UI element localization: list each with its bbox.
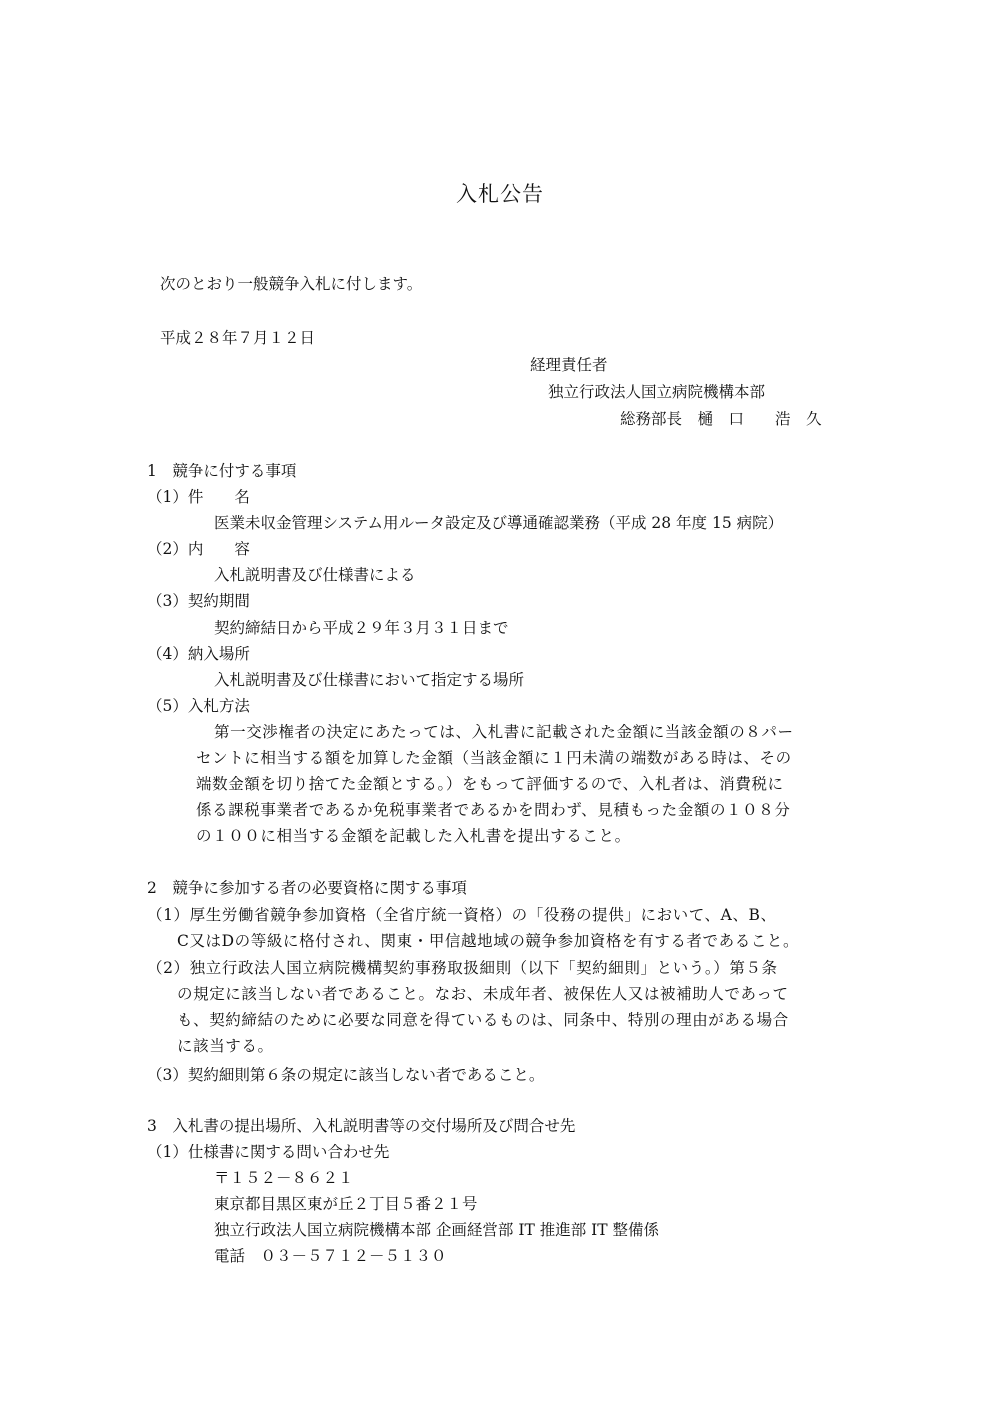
department: 独立行政法人国立病院機構本部 企画経営部 IT 推進部 IT 整備係 — [214, 1221, 660, 1239]
intro-text: 次のとおり一般競争入札に付します。 — [160, 275, 423, 293]
section1-item4-value: 入札説明書及び仕様書において指定する場所 — [214, 671, 525, 689]
section1-item1-value: 医業未収金管理システム用ルータ設定及び導通確認業務（平成 28 年度 15 病院） — [214, 514, 784, 532]
paragraph-line: （2）独立行政法人国立病院機構契約事務取扱細則（以下「契約細則」という。）第５条 — [147, 959, 778, 977]
section1-item4-label: （4）納入場所 — [147, 645, 250, 663]
section1-item2-label: （2）内 容 — [147, 540, 250, 558]
section1-item5-label: （5）入札方法 — [147, 697, 250, 715]
address: 東京都目黒区東が丘２丁目５番２１号 — [214, 1195, 478, 1213]
section1-item5-paragraph — [196, 719, 794, 849]
paragraph-line: の１００に相当する金額を記載した入札書を提出すること。 — [196, 827, 631, 845]
section1-item2-value: 入札説明書及び仕様書による — [214, 566, 416, 584]
paragraph-line: C又はDの等級に格付され、関東・甲信越地域の競争参加資格を有する者であること。 — [177, 932, 800, 950]
section1-item3-value: 契約締結日から平成２９年３月３１日まで — [214, 619, 509, 637]
document-title: 入札公告 — [456, 182, 544, 206]
section3-item1-label: （1）仕様書に関する問い合わせ先 — [147, 1143, 390, 1161]
section1-item1-label: （1）件 名 — [147, 488, 250, 506]
postal-code: 〒１５２－８６２１ — [214, 1169, 354, 1187]
section2-item3: （3）契約細則第６条の規定に該当しない者であること。 — [147, 1066, 545, 1084]
paragraph-line: 端数金額を切り捨てた金額とする。）をもって評価するので、入札者は、消費税に — [196, 775, 784, 793]
paragraph-line: 係る課税事業者であるか免税事業者であるかを問わず、見積もった金額の１０８分 — [196, 801, 791, 819]
issuer-role: 経理責任者 — [530, 356, 608, 374]
paragraph-line: も、契約締結のために必要な同意を得ているものは、同条中、特別の理由がある場合 — [177, 1011, 789, 1029]
section2-heading: 2 競争に参加する者の必要資格に関する事項 — [147, 879, 467, 897]
paragraph-line: に該当する。 — [177, 1037, 274, 1055]
section2-item1 — [147, 902, 799, 954]
announcement-date: 平成２８年７月１２日 — [160, 329, 316, 347]
section2-item2 — [147, 955, 789, 1059]
paragraph-line: セントに相当する額を加算した金額（当該金額に１円未満の端数がある時は、その — [196, 749, 792, 767]
section1-item3-label: （3）契約期間 — [147, 592, 250, 610]
section1-heading: 1 競争に付する事項 — [147, 462, 297, 480]
paragraph-line: 第一交渉権者の決定にあたっては、入札書に記載された金額に当該金額の８パー — [214, 723, 794, 741]
section3-heading: 3 入札書の提出場所、入札説明書等の交付場所及び問合せ先 — [147, 1117, 576, 1135]
issuer-name: 総務部長 樋 口 浩 久 — [620, 410, 822, 428]
issuer-organization: 独立行政法人国立病院機構本部 — [548, 383, 766, 401]
paragraph-line: （1）厚生労働省競争参加資格（全省庁統一資格）の「役務の提供」において、A、B、 — [147, 906, 777, 924]
phone-number: 電話 ０３－５７１２－５１３０ — [214, 1247, 447, 1265]
paragraph-line: の規定に該当しない者であること。なお、未成年者、被保佐人又は被補助人であって — [177, 985, 789, 1003]
